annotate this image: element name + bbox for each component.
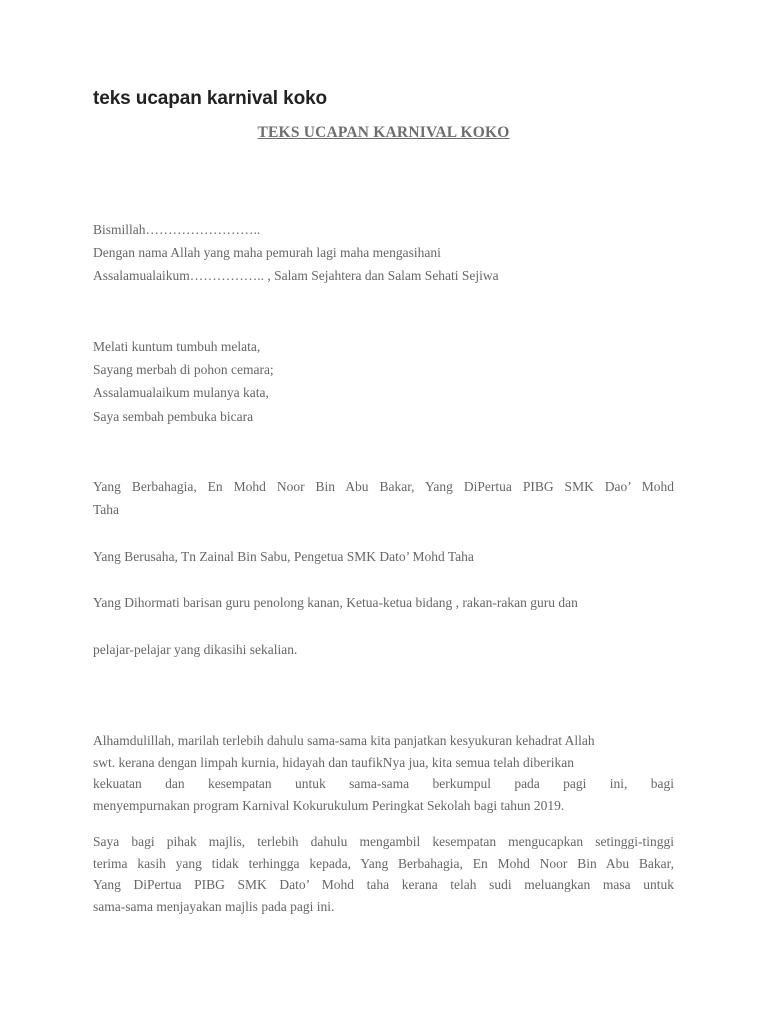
- opening-line: Assalamualaikum…………….. , Salam Sejahtera dan Salam Sehati Sejiwa: [93, 268, 499, 283]
- paragraph-line: menyempurnakan program Karnival Kokurukulum Peringkat Sekolah bagi tahun 2019.: [93, 797, 565, 813]
- salutation-line: Yang Berbahagia, En Mohd Noor Bin Abu Bakar, Yang DiPertua PIBG SMK Dao’ Mohd: [93, 479, 674, 494]
- opening-line: Bismillah……………………..: [93, 222, 261, 237]
- pantun-line: Sayang merbah di pohon cemara;: [93, 362, 274, 377]
- salutation-line: Taha: [93, 502, 120, 517]
- body-paragraph: [93, 730, 674, 816]
- pantun-line: Saya sembah pembuka bicara: [93, 409, 254, 424]
- salutation-line: Yang Berusaha, Tn Zainal Bin Sabu, Pengetua SMK Dato’ Mohd Taha: [93, 549, 474, 564]
- opening-line: Dengan nama Allah yang maha pemurah lagi maha mengasihani: [93, 245, 441, 260]
- paragraph-line: kekuatan dan kesempatan untuk sama-sama berkumpul pada pagi ini, bagi: [93, 776, 674, 791]
- paragraph-line: swt. kerana dengan limpah kurnia, hidayah dan taufikNya jua, kita semua telah diberikan: [93, 754, 574, 770]
- salutation-line: Yang Dihormati barisan guru penolong kanan, Ketua-ketua bidang , rakan-rakan guru dan: [93, 595, 578, 610]
- salutation-line: pelajar-pelajar yang dikasihi sekalian.: [93, 642, 298, 657]
- paragraph-line: Alhamdulillah, marilah terlebih dahulu sama-sama kita panjatkan kesyukuran kehadrat Allah: [93, 733, 595, 748]
- paragraph-line: terima kasih yang tidak terhingga kepada, Yang Berbahagia, En Mohd Noor Bin Abu Bakar,: [93, 855, 674, 871]
- document-title: TEKS UCAPAN KARNIVAL KOKO: [257, 124, 510, 141]
- pantun-line: Melati kuntum tumbuh melata,: [93, 339, 261, 354]
- pantun-line: Assalamualaikum mulanya kata,: [93, 385, 269, 400]
- paragraph-line: Saya bagi pihak majlis, terlebih dahulu mengambil kesempatan mengucapkan setinggi-tinggi: [93, 834, 674, 849]
- paragraph-line: Yang DiPertua PIBG SMK Dato’ Mohd taha kerana telah sudi meluangkan masa untuk: [93, 877, 674, 892]
- paragraph-line: sama-sama menjayakan majlis pada pagi ini.: [93, 898, 335, 914]
- body-paragraph: [93, 831, 674, 917]
- page-heading: teks ucapan karnival koko: [93, 88, 328, 109]
